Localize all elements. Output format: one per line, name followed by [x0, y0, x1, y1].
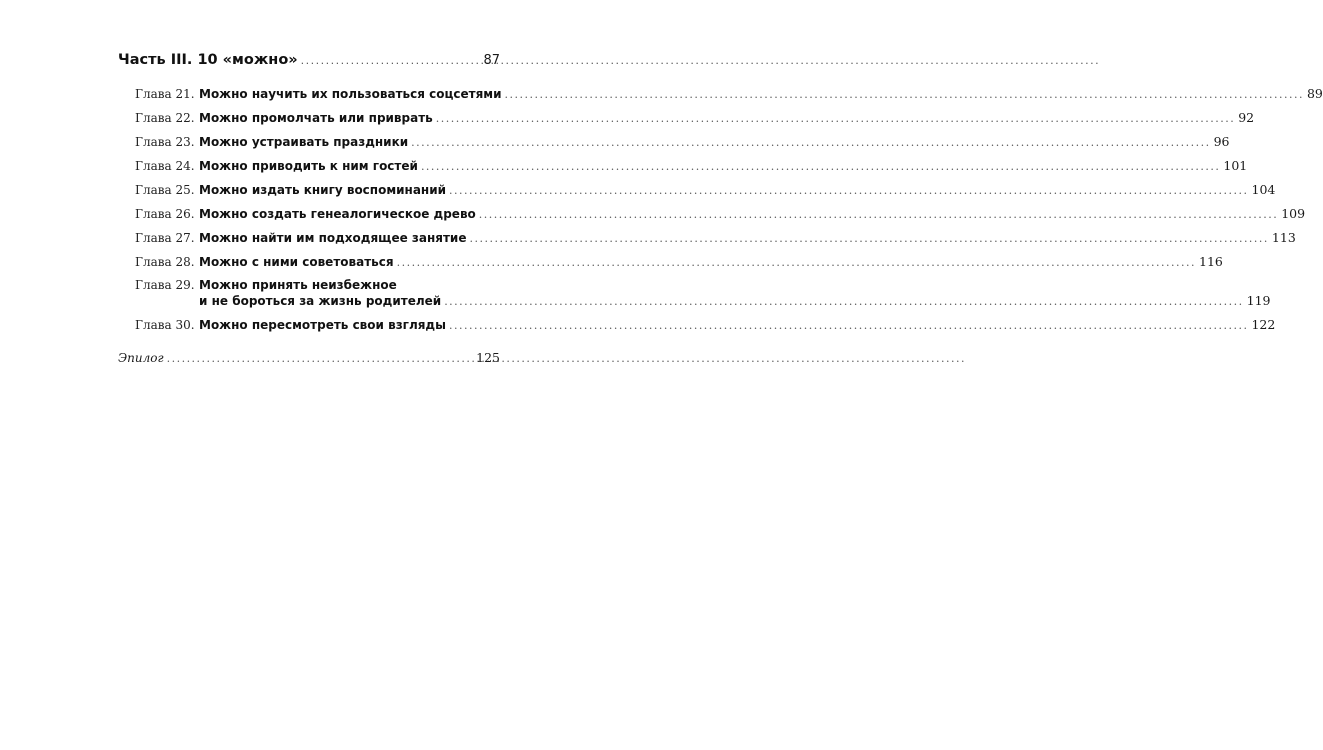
chapter-body [199, 182, 1275, 198]
chapter-line [199, 206, 1305, 222]
chapter-title: Можно издать книгу воспоминаний [199, 183, 447, 197]
chapter-prefix: Глава [135, 183, 172, 197]
epilogue-page-number: 125 [476, 350, 500, 365]
chapter-row[interactable] [135, 86, 1323, 102]
chapter-number: 22. [175, 111, 195, 125]
part-page-number: 87 [483, 53, 500, 68]
chapter-prefix: Глава [135, 231, 172, 245]
chapter-row[interactable] [135, 317, 1276, 333]
chapter-number: 24. [175, 159, 195, 173]
chapter-row[interactable] [135, 278, 1271, 309]
chapter-number: 28. [175, 255, 195, 269]
chapter-row[interactable] [135, 254, 1223, 270]
chapter-row[interactable] [135, 206, 1306, 222]
chapter-line [199, 293, 1271, 309]
chapter-label [135, 255, 199, 270]
chapter-page-number: 92 [1238, 110, 1255, 125]
chapter-prefix: Глава [135, 87, 172, 101]
chapter-title: Можно промолчать или приврать [199, 111, 433, 125]
chapter-label [135, 231, 199, 246]
chapter-number: 26. [175, 207, 195, 221]
dot-leader [397, 255, 1196, 270]
chapter-line [199, 86, 1323, 102]
dot-leader [436, 111, 1235, 126]
chapter-label [135, 318, 199, 333]
chapter-body [199, 278, 1271, 309]
chapter-prefix: Глава [135, 207, 172, 221]
chapter-page-number: 96 [1213, 134, 1230, 149]
chapter-line [199, 254, 1223, 270]
chapter-page-number: 116 [1199, 254, 1223, 269]
chapter-row[interactable] [135, 134, 1230, 150]
chapter-number: 21. [175, 87, 195, 101]
chapter-label [135, 87, 199, 102]
chapter-page-number: 104 [1251, 182, 1276, 197]
chapter-page-number: 119 [1246, 293, 1271, 308]
chapter-page-number: 113 [1271, 230, 1296, 245]
chapter-number: 27. [175, 231, 195, 245]
chapter-line [199, 158, 1247, 174]
chapter-body [199, 134, 1230, 150]
chapter-title: Можно научить их пользоваться соцсетями [199, 87, 502, 101]
chapter-label [135, 135, 199, 150]
chapter-body [199, 158, 1247, 174]
chapter-line [199, 182, 1275, 198]
chapter-prefix: Глава [135, 278, 172, 292]
dot-leader [301, 54, 481, 67]
chapter-list [135, 86, 1323, 333]
chapter-line [199, 278, 1271, 293]
chapter-label [135, 278, 199, 293]
part-heading-row[interactable] [118, 52, 500, 78]
dot-leader [167, 352, 474, 365]
chapter-line [199, 317, 1275, 333]
epilogue-title: Эпилог [118, 351, 164, 365]
chapter-number: 25. [175, 183, 195, 197]
dot-leader [411, 135, 1210, 150]
dot-leader [444, 294, 1243, 309]
chapter-body [199, 317, 1275, 333]
chapter-body [199, 110, 1254, 126]
dot-leader [504, 87, 1303, 102]
table-of-contents [118, 52, 1323, 365]
chapter-line [199, 134, 1230, 150]
dot-leader [449, 318, 1248, 333]
chapter-body [199, 230, 1296, 246]
epilogue-row[interactable] [118, 350, 500, 365]
chapter-row[interactable] [135, 182, 1276, 198]
dot-leader [469, 231, 1268, 246]
chapter-title: Можно найти им подходящее занятие [199, 231, 467, 245]
chapter-title: Можно пересмотреть свои взгляды [199, 318, 446, 332]
chapter-label [135, 183, 199, 198]
chapter-label [135, 111, 199, 126]
part-title: Часть III. 10 «можно» [118, 52, 298, 68]
chapter-line [199, 110, 1254, 126]
dot-leader [421, 159, 1220, 174]
chapter-label [135, 207, 199, 222]
chapter-prefix: Глава [135, 318, 172, 332]
chapter-row[interactable] [135, 230, 1296, 246]
chapter-number: 29. [175, 278, 195, 292]
chapter-title: Можно создать генеалогическое древо [199, 207, 476, 221]
chapter-body [199, 86, 1323, 102]
chapter-prefix: Глава [135, 135, 172, 149]
chapter-title: Можно принять неизбежное [199, 278, 397, 292]
chapter-page-number: 109 [1281, 206, 1306, 221]
chapter-prefix: Глава [135, 159, 172, 173]
chapter-title: и не бороться за жизнь родителей [199, 294, 442, 308]
chapter-prefix: Глава [135, 111, 172, 125]
dot-leader [449, 183, 1248, 198]
chapter-title: Можно с ними советоваться [199, 255, 394, 269]
chapter-body [199, 254, 1223, 270]
chapter-page-number: 89 [1306, 86, 1323, 101]
dot-leader [479, 207, 1278, 222]
chapter-row[interactable] [135, 158, 1248, 174]
chapter-label [135, 159, 199, 174]
chapter-page-number: 101 [1223, 158, 1248, 173]
chapter-row[interactable] [135, 110, 1255, 126]
chapter-prefix: Глава [135, 255, 172, 269]
chapter-title: Можно приводить к ним гостей [199, 159, 418, 173]
chapter-page-number: 122 [1251, 317, 1276, 332]
chapter-number: 23. [175, 135, 195, 149]
chapter-line [199, 230, 1296, 246]
chapter-title: Можно устраивать праздники [199, 135, 409, 149]
chapter-number: 30. [175, 318, 195, 332]
chapter-body [199, 206, 1305, 222]
